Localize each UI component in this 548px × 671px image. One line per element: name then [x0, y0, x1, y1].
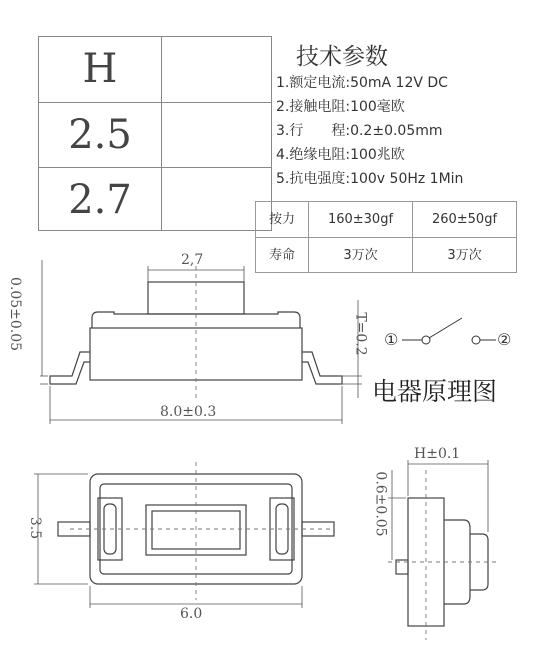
spec-item-insulation: 4.绝缘电阻:100兆欧	[276, 147, 405, 163]
height-header: H	[82, 46, 118, 92]
dim-body-length: 8.0±0.3	[160, 404, 217, 420]
life-value-1: 3万次	[343, 248, 378, 263]
side-view	[396, 498, 488, 626]
force-value-1: 160±30gf	[327, 212, 394, 227]
dim-left-tolerance: 0.05±0.05	[7, 276, 24, 352]
pin1-label: ①	[384, 330, 399, 349]
spec-item-dielectric: 5.抗电强度:100v 50Hz 1Min	[276, 171, 464, 187]
dim-top-width: 2,7	[181, 252, 204, 268]
specs-title: 技术参数	[296, 44, 388, 70]
life-label: 寿命	[268, 248, 295, 263]
dim-thickness: T=0.2	[352, 312, 369, 356]
force-value-2: 260±50gf	[431, 212, 498, 227]
life-value-2: 3万次	[447, 248, 482, 263]
height-value-2: 2.7	[68, 177, 132, 223]
dim-side-offset: 0.6±0.05	[372, 471, 389, 537]
spec-item-contact-resistance: 2.接触电阻:100毫欧	[276, 99, 405, 115]
force-label: 按力	[268, 212, 295, 227]
height-value-1: 2.5	[68, 112, 132, 158]
pin2-label: ②	[497, 330, 512, 349]
right-terminal	[302, 352, 342, 384]
dim-side-height: H±0.1	[414, 446, 461, 462]
schematic-title: 电器原理图	[372, 377, 498, 406]
switch-schematic	[402, 318, 496, 344]
dim-bottom-height: 3.5	[27, 516, 44, 540]
spec-item-current: 1.额定电流:50mA 12V DC	[276, 75, 448, 91]
dim-bottom-width: 6.0	[180, 606, 203, 622]
left-terminal	[50, 352, 90, 384]
spec-item-travel: 3.行 程:0.2±0.05mm	[276, 123, 443, 139]
